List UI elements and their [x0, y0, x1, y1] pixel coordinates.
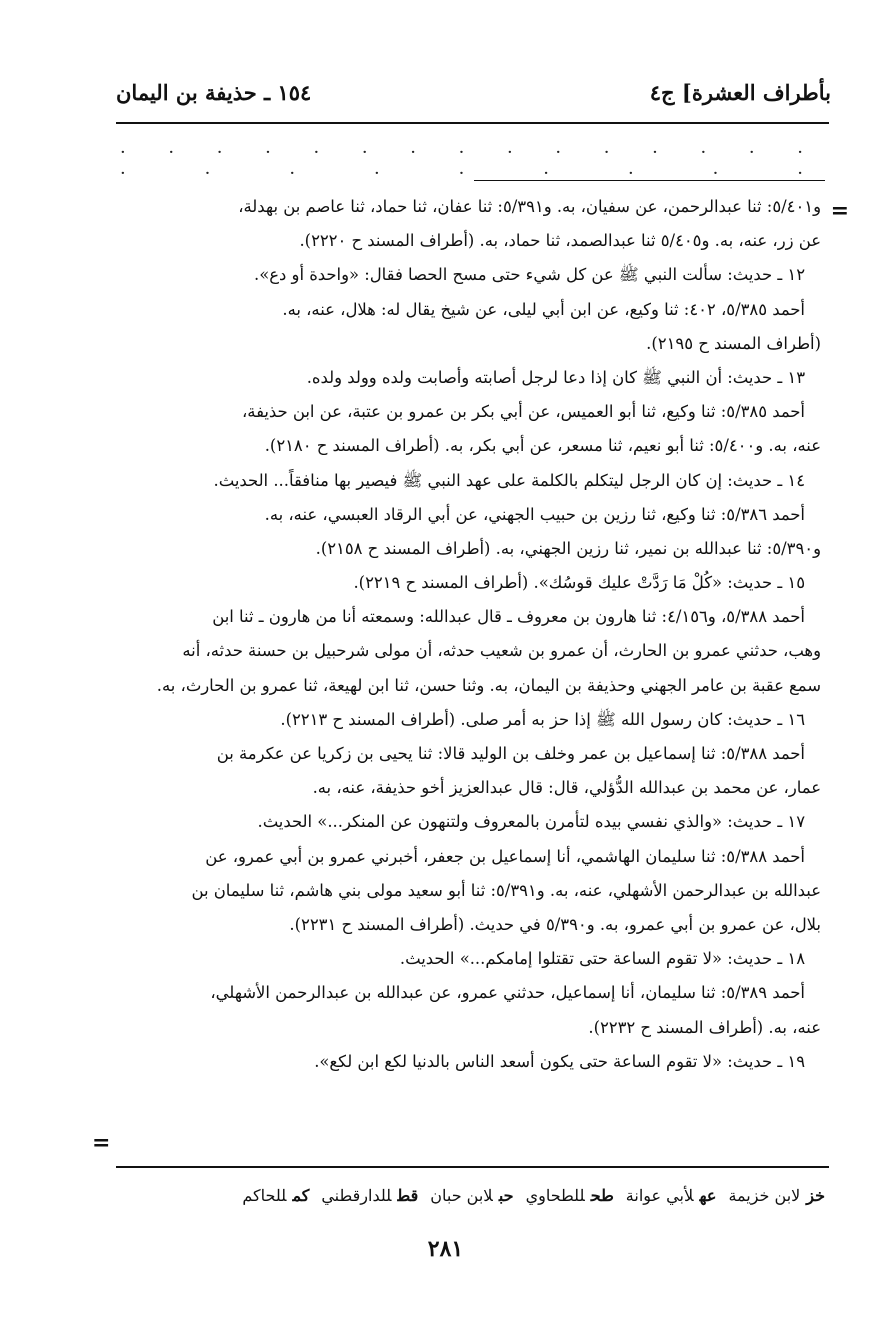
text-line: أحمد ٥/٣٨٨: ثنا إسماعيل بن عمر وخلف بن الوليد قالا: ثنا يحيى بن زكريا عن عكرمة بن	[216, 744, 805, 763]
text-line: بلال، عن عمرو بن أبي عمرو، به. و٥/٣٩٠ في حديث. (أطراف المسند ح ٢٢٣١).	[289, 914, 821, 934]
abbreviation-item: قطللدارقطني	[321, 1186, 419, 1205]
continuation-mark-top: =	[830, 198, 849, 224]
text-line: و٥/٤٠١: ثنا عبدالرحمن، عن سفيان، به. و٥/٣٩١: ثنا عفان، ثنا حماد، ثنا عاصم بن بهدلة،	[238, 197, 821, 216]
abbreviation-item: حبلابن حبان	[430, 1186, 514, 1205]
text-line: عنه، به. (أطراف المسند ح ٢٢٣٢).	[588, 1017, 821, 1037]
text-line: عن زر، عنه، به. و٥/٤٠٥ ثنا عبدالصمد، ثنا حماد، به. (أطراف المسند ح ٢٢٢٠).	[299, 231, 821, 251]
abbreviation-item: طحللطحاوي	[525, 1186, 614, 1205]
hadith-heading: ١٤ ـ حديث: إن كان الرجل ليتكلم بالكلمة على عهد النبي ﷺ فيصير بها منافقاً... الحديث.	[213, 470, 805, 490]
text-line: عنه، به. و٥/٤٠٠: ثنا أبو نعيم، ثنا مسعر، عن أبي بكر، به. (أطراف المسند ح ٢١٨٠).	[264, 436, 821, 456]
text-line: سمع عقبة بن عامر الجهني وحذيفة بن اليمان، به. وثنا حسن، ثنا ابن لهيعة، ثنا عمرو بن الحارث، به.	[156, 675, 821, 695]
text-line: أحمد ٥/٣٨٥: ثنا وكيع، ثنا أبو العميس، عن أبي بكر بن عمرو بن عتبة، عن ابن حذيفة،	[242, 402, 805, 422]
ellipsis-dots: · · · · · · · · · · · · · · · · · · · · · · · ·	[120, 142, 821, 184]
hadith-heading: ١٣ ـ حديث: أن النبي ﷺ كان إذا دعا لرجل أصابته وأصابت ولده وولد ولده.	[306, 367, 805, 387]
abbreviation-item: خزلابن خزيمة	[728, 1186, 825, 1205]
text-line: وهب، حدثني عمرو بن الحارث، أن عمرو بن شعيب حدثه، أن مولى شرحبيل بن حسنة حدثه، أنه	[182, 641, 821, 661]
text-line: أحمد ٥/٣٨٦: ثنا وكيع، ثنا رزين بن حبيب الجهني، عن أبي الرقاد العبسي، عنه، به.	[264, 504, 805, 524]
hadith-heading: ١٧ ـ حديث: «والذي نفسي بيده لتأمرن بالمعروف ولتنهون عن المنكر...» الحديث.	[257, 812, 805, 832]
page-number: ٢٨١	[427, 1236, 464, 1262]
footer-rule	[116, 1166, 829, 1168]
abbreviation-item: عهلأبي عوانة	[625, 1186, 717, 1205]
footnote-separator	[474, 180, 825, 181]
continuation-mark-bottom: =	[92, 1130, 111, 1156]
text-line: عبدالله بن عبدالرحمن الأشهلي، عنه، به. و٥/٣٩١: ثنا أبو سعيد مولى بني هاشم، ثنا سليمان بن	[191, 880, 821, 900]
header-section-title: ١٥٤ ـ حذيفة بن اليمان	[116, 79, 312, 105]
hadith-heading: ١٢ ـ حديث: سألت النبي ﷺ عن كل شيء حتى مسح الحصا فقال: «واحدة أو دع».	[254, 265, 805, 285]
text-line: (أطراف المسند ح ٢١٩٥).	[646, 333, 821, 353]
header-rule	[116, 122, 829, 124]
hadith-heading: ١٥ ـ حديث: «كُلْ مَا رَدَّتْ عليك قوسُك». (أطراف المسند ح ٢٢١٩).	[353, 573, 805, 593]
abbreviation-legend	[108, 1186, 825, 1205]
text-line: أحمد ٥/٣٨٩: ثنا سليمان، أنا إسماعيل، حدثني عمرو، عن عبدالله بن عبدالرحمن الأشهلي،	[210, 983, 805, 1003]
text-line: أحمد ٥/٣٨٥، ٤٠٢: ثنا وكيع، عن ابن أبي ليلى، عن شيخ يقال له: هلال، عنه، به.	[282, 299, 805, 319]
hadith-heading: ١٩ ـ حديث: «لا تقوم الساعة حتى يكون أسعد الناس بالدنيا لكع ابن لكع».	[314, 1051, 805, 1071]
running-header	[116, 72, 831, 112]
text-line: أحمد ٥/٣٨٨، و٤/١٥٦: ثنا هارون بن معروف ـ قال عبدالله: وسمعته أنا من هارون ـ ثنا ابن	[212, 607, 805, 627]
hadith-text	[108, 190, 821, 1079]
abbreviation-item: كمللحاكم	[242, 1186, 310, 1205]
text-line: عمار، عن محمد بن عبدالله الدُّؤلي، قال: قال عبدالعزيز أخو حذيفة، عنه، به.	[312, 778, 821, 798]
hadith-heading: ١٨ ـ حديث: «لا تقوم الساعة حتى تقتلوا إمامكم...» الحديث.	[399, 949, 805, 969]
text-line: و٥/٣٩٠: ثنا عبدالله بن نمير، ثنا رزين الجهني، به. (أطراف المسند ح ٢١٥٨).	[315, 538, 821, 558]
text-line: أحمد ٥/٣٨٨: ثنا سليمان الهاشمي، أنا إسماعيل بن جعفر، أخبرني عمرو بن أبي عمرو، عن	[205, 846, 805, 866]
hadith-heading: ١٦ ـ حديث: كان رسول الله ﷺ إذا حز به أمر صلى. (أطراف المسند ح ٢٢١٣).	[280, 709, 805, 729]
header-book-title: بأطراف العشرة] ج٤	[649, 79, 831, 105]
